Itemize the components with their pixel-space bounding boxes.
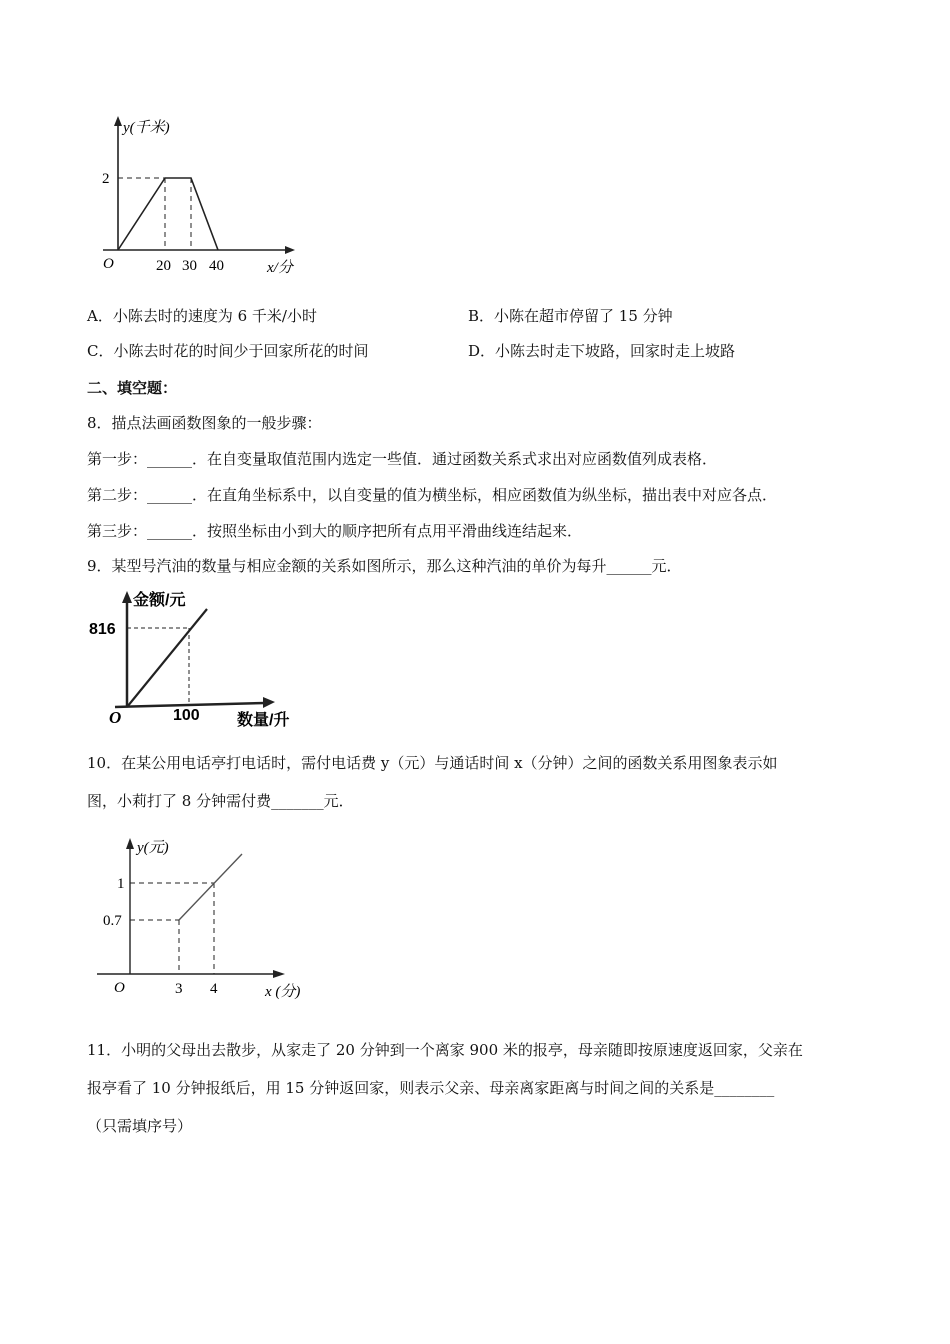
section-title: 二、填空题：	[87, 379, 178, 397]
x-tick-20: 20	[156, 258, 171, 274]
q9-stem: 9．某型号汽油的数量与相应金额的关系如图所示，那么这种汽油的单价为每升______元．	[87, 557, 682, 575]
q8-step3: 第三步：______．按照坐标由小到大的顺序把所有点用平滑曲线连结起来．	[87, 522, 583, 540]
q10-line1: 10．在某公用电话亭打电话时，需付电话费 y（元）与通话时间 x（分钟）之间的函数关系用图象表示如	[87, 754, 778, 772]
graph-line	[179, 854, 242, 920]
q10-line2: 图，小莉打了 8 分钟需付费_______元．	[87, 792, 354, 810]
graph-line	[118, 178, 218, 250]
y-axis-arrow	[122, 591, 132, 603]
y-tick-2: 2	[102, 171, 110, 187]
q8-stem: 8．描点法画函数图象的一般步骤：	[87, 414, 322, 432]
y-tick-1: 1	[117, 876, 125, 892]
q8-step2: 第二步：______．在直角坐标系中，以自变量的值为横坐标，相应函数值为纵坐标，描出表中对应各点．	[87, 486, 778, 504]
y-tick-07: 0.7	[103, 913, 122, 929]
x-tick-4: 4	[210, 981, 218, 997]
x-axis-label: x/分	[267, 260, 293, 276]
option-c: C．小陈去时花的时间少于回家所花的时间	[87, 342, 369, 360]
graph-line	[127, 609, 207, 707]
x-tick-40: 40	[209, 258, 224, 274]
y-axis-label: y(千米)	[123, 120, 170, 136]
x-axis-arrow	[273, 970, 285, 978]
option-a: A．小陈去时的速度为 6 千米/小时	[87, 307, 317, 325]
option-d: D．小陈去时走下坡路，回家时走上坡路	[468, 342, 736, 360]
x-axis-arrow	[285, 246, 295, 254]
y-axis-label: y(元)	[137, 840, 169, 856]
x-tick-100: 100	[173, 707, 200, 724]
option-b: B．小陈在超市停留了 15 分钟	[468, 307, 673, 325]
x-axis-arrow	[263, 697, 275, 708]
phone-fee-graph	[95, 832, 320, 1007]
y-axis-arrow	[126, 838, 134, 849]
price-quantity-graph	[85, 585, 325, 730]
x-axis-label: 数量/升	[237, 712, 290, 729]
q8-step1: 第一步：______．在自变量取值范围内选定一些值．通过函数关系式求出对应函数值列成表格．	[87, 450, 718, 468]
q11-line3: （只需填序号）	[87, 1117, 193, 1135]
origin-label: O	[114, 980, 125, 996]
y-axis-label: 金额/元	[133, 592, 186, 609]
y-tick-816: 816	[89, 621, 116, 638]
x-axis-label: x (分)	[265, 984, 301, 1000]
x-tick-30: 30	[182, 258, 197, 274]
y-axis-arrow	[114, 116, 122, 126]
distance-time-graph	[85, 112, 315, 282]
x-tick-3: 3	[175, 981, 183, 997]
origin-label: O	[103, 256, 114, 272]
q11-line2: 报亭看了 10 分钟报纸后，用 15 分钟返回家，则表示父亲、母亲离家距离与时间之间的关系是________	[87, 1079, 775, 1097]
origin-label: O	[109, 708, 122, 727]
q11-line1: 11．小明的父母出去散步，从家走了 20 分钟到一个离家 900 米的报亭，母亲随即按原速度返回家，父亲在	[87, 1041, 803, 1059]
